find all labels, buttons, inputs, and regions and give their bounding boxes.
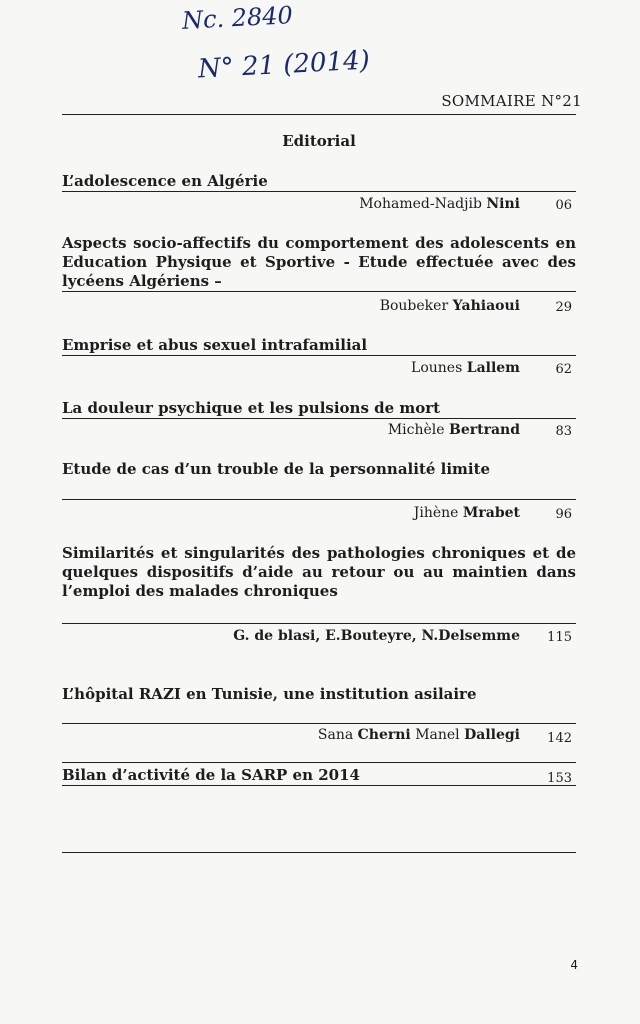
toc-entry-page: 62 [555,362,572,377]
toc-entry-author: Lounes Lallem [411,360,520,376]
toc-entry-title: Etude de cas d’un trouble de la personnalité limite [62,460,491,478]
divider [62,418,576,419]
divider [62,355,576,356]
divider [62,191,576,192]
divider [62,499,576,500]
toc-entry-title: L’hôpital RAZI en Tunisie, une institution asilaire [62,685,477,703]
divider [62,723,576,724]
toc-entry-title: Emprise et abus sexuel intrafamilial [62,336,368,354]
toc-entry-author: G. de blasi, E.Bouteyre, N.Delsemme [233,628,520,644]
divider [62,114,576,115]
toc-entry-page: 06 [555,198,572,213]
toc-entry-author: Sana Cherni Manel Dallegi [317,727,520,743]
toc-entry-page: 115 [547,630,572,645]
toc-entry-author: Jihène Mrabet [413,505,520,521]
toc-entry-page: 29 [555,300,572,315]
toc-entry-page: 142 [547,731,572,746]
toc-entry-author: Boubeker Yahiaoui [379,298,520,314]
toc-entry-title: Aspects socio-affectifs du comportement des adolescents en Education Physique et Sportive - Etude effectuée avec des lycéens Algériens – [62,234,576,290]
section-title: Editorial [282,132,356,150]
toc-entry-author: Mohamed-Nadjib Nini [359,196,520,212]
toc-entry-title: Bilan d’activité de la SARP en 2014 [62,766,360,784]
toc-entry-page: 96 [555,507,572,522]
divider [62,762,576,763]
sommaire-header: SOMMAIRE N°21 [441,92,582,110]
page-number: 4 [570,958,578,972]
toc-entry-page: 83 [555,424,572,439]
divider [62,291,576,292]
toc-entry-page: 153 [547,771,572,786]
toc-entry-title: Similarités et singularités des pathologies chroniques et de quelques dispositifs d’aide au retour ou au maintien dans l’emploi des malades chroniques [62,544,576,600]
handwritten-note-1: Nc. 2840 [181,1,294,35]
handwritten-note-2: N° 21 (2014) [197,45,371,85]
divider [62,852,576,853]
toc-entry-title: La douleur psychique et les pulsions de mort [62,399,441,417]
divider [62,785,576,786]
toc-entry-author: Michèle Bertrand [387,422,520,438]
toc-entry-title: L’adolescence en Algérie [62,172,268,190]
divider [62,623,576,624]
